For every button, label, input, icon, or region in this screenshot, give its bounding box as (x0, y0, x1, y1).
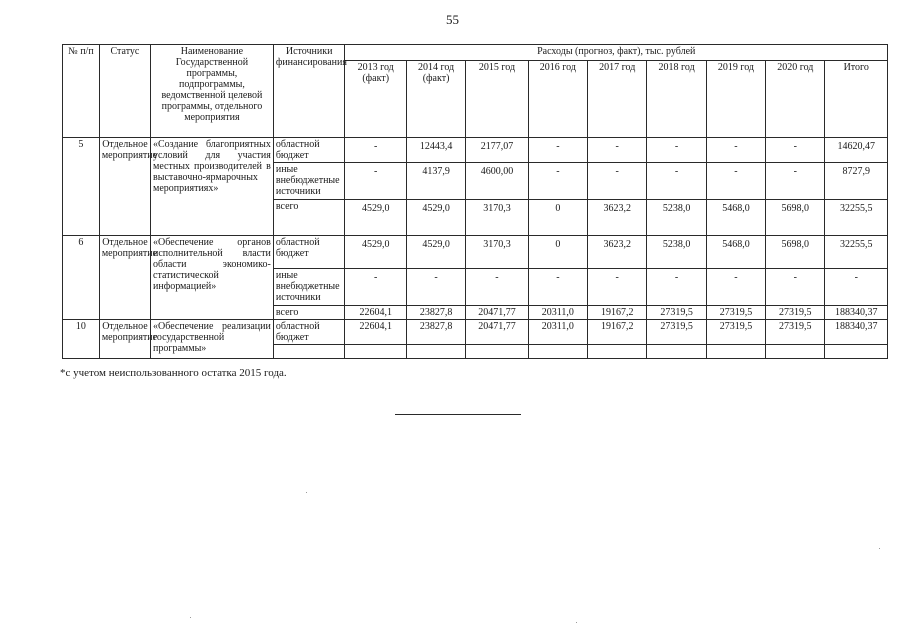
cell-value: 27319,5 (647, 306, 706, 320)
scan-speck (576, 622, 577, 623)
row-name: «Обеспечение реализации государственной программы» (151, 320, 274, 359)
header-year-2017: 2017 год (588, 61, 647, 138)
row-status: Отдельное мероприятие (99, 320, 150, 359)
cell-value: 19167,2 (588, 306, 647, 320)
row-status: Отдельное мероприятие (99, 138, 150, 236)
cell-value: - (647, 269, 706, 306)
cell-value (528, 345, 587, 359)
cell-total: 32255,5 (825, 200, 888, 236)
cell-value: 22604,1 (345, 320, 406, 345)
cell-value: - (766, 163, 825, 200)
cell-total: 188340,37 (825, 306, 888, 320)
row-source: областной бюджет (273, 320, 345, 345)
cell-value: 3623,2 (588, 236, 647, 269)
row-num: 5 (63, 138, 100, 236)
cell-value: 20311,0 (528, 306, 587, 320)
cell-value: - (345, 163, 406, 200)
cell-value: 20471,77 (466, 306, 528, 320)
cell-value: 27319,5 (766, 306, 825, 320)
header-year-2016: 2016 год (528, 61, 587, 138)
cell-value: 3623,2 (588, 200, 647, 236)
cell-value: - (588, 269, 647, 306)
cell-value: - (647, 138, 706, 163)
section-end-rule (395, 414, 521, 415)
cell-value (406, 345, 465, 359)
cell-value: 19167,2 (588, 320, 647, 345)
cell-value: 2177,07 (466, 138, 528, 163)
row-num: 10 (63, 320, 100, 359)
cell-value: 20311,0 (528, 320, 587, 345)
cell-value: - (647, 163, 706, 200)
row-status: Отдельное мероприятие (99, 236, 150, 320)
cell-value (466, 345, 528, 359)
cell-value (706, 345, 765, 359)
cell-value (647, 345, 706, 359)
cell-value: 5698,0 (766, 236, 825, 269)
cell-value: - (406, 269, 465, 306)
cell-total: 32255,5 (825, 236, 888, 269)
cell-value: 12443,4 (406, 138, 465, 163)
row-name: «Обеспечение органов исполнительной власти области экономико-статистической информацией» (151, 236, 274, 320)
table-row (63, 236, 888, 269)
header-year-2020: 2020 год (766, 61, 825, 138)
cell-value: - (528, 269, 587, 306)
scan-speck (306, 492, 307, 493)
cell-value: 0 (528, 236, 587, 269)
row-source (273, 345, 345, 359)
cell-value: - (466, 269, 528, 306)
cell-value (345, 345, 406, 359)
cell-value: 27319,5 (647, 320, 706, 345)
cell-value: 23827,8 (406, 320, 465, 345)
footnote: *с учетом неиспользованного остатка 2015 года. (60, 367, 287, 379)
cell-total: - (825, 269, 888, 306)
cell-value: - (766, 138, 825, 163)
row-source: областной бюджет (273, 138, 345, 163)
cell-value: - (528, 163, 587, 200)
budget-table (62, 44, 888, 359)
row-source: областной бюджет (273, 236, 345, 269)
header-year-2018: 2018 год (647, 61, 706, 138)
cell-value: 4529,0 (406, 236, 465, 269)
header-expenses: Расходы (прогноз, факт), тыс. рублей (345, 45, 888, 61)
header-year-2015: 2015 год (466, 61, 528, 138)
cell-value: 5698,0 (766, 200, 825, 236)
cell-value: 4529,0 (406, 200, 465, 236)
header-year-2019: 2019 год (706, 61, 765, 138)
table-row (63, 138, 888, 163)
row-name: «Создание благоприятных условий для участия местных производителей в выставочно-ярмарочных мероприятиях» (151, 138, 274, 236)
row-source: всего (273, 200, 345, 236)
row-source: иные внебюджетные источники (273, 269, 345, 306)
cell-value: 5238,0 (647, 236, 706, 269)
cell-value: 3170,3 (466, 236, 528, 269)
cell-value: 3170,3 (466, 200, 528, 236)
cell-value: 20471,77 (466, 320, 528, 345)
cell-total: 8727,9 (825, 163, 888, 200)
cell-value: - (588, 163, 647, 200)
cell-value: 27319,5 (706, 320, 765, 345)
cell-value: - (766, 269, 825, 306)
cell-value (588, 345, 647, 359)
cell-value (766, 345, 825, 359)
row-source: иные внебюджетные источники (273, 163, 345, 200)
cell-value: - (345, 269, 406, 306)
header-sources: Источники финансирования (273, 45, 345, 138)
cell-value: - (588, 138, 647, 163)
scan-speck (190, 617, 191, 618)
cell-value: 23827,8 (406, 306, 465, 320)
table-row (63, 320, 888, 345)
cell-value: 27319,5 (706, 306, 765, 320)
cell-value: 27319,5 (766, 320, 825, 345)
cell-total (825, 345, 888, 359)
scan-speck (879, 548, 880, 549)
row-source: всего (273, 306, 345, 320)
cell-value: - (528, 138, 587, 163)
cell-total: 188340,37 (825, 320, 888, 345)
row-num: 6 (63, 236, 100, 320)
header-num: № п/п (63, 45, 100, 138)
cell-value: 4529,0 (345, 200, 406, 236)
header-year-2014: 2014 год (факт) (406, 61, 465, 138)
cell-total: 14620,47 (825, 138, 888, 163)
cell-value: 4137,9 (406, 163, 465, 200)
cell-value: - (706, 269, 765, 306)
cell-value: 22604,1 (345, 306, 406, 320)
cell-value: - (706, 138, 765, 163)
cell-value: 4600,00 (466, 163, 528, 200)
cell-value: 4529,0 (345, 236, 406, 269)
cell-value: 5468,0 (706, 200, 765, 236)
cell-value: 0 (528, 200, 587, 236)
page-number: 55 (446, 12, 459, 27)
cell-value: - (345, 138, 406, 163)
header-status: Статус (99, 45, 150, 138)
header-name: Наименование Государственной программы, подпрограммы, ведомственной целевой программы, отдельного мероприятия (151, 45, 274, 138)
header-total: Итого (825, 61, 888, 138)
cell-value: 5468,0 (706, 236, 765, 269)
cell-value: 5238,0 (647, 200, 706, 236)
header-year-2013: 2013 год (факт) (345, 61, 406, 138)
cell-value: - (706, 163, 765, 200)
